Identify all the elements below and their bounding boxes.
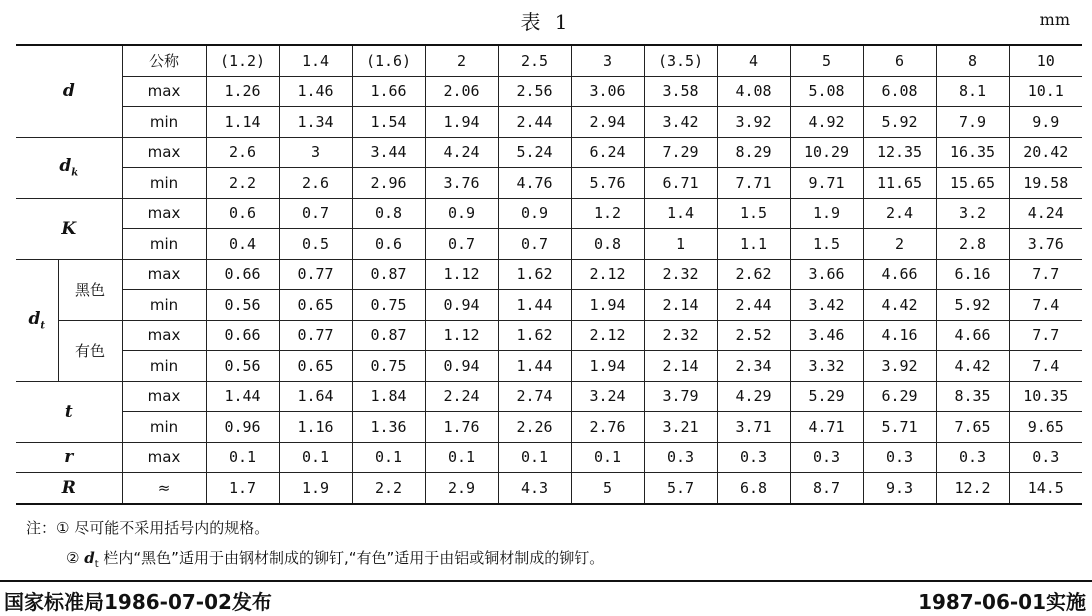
value-cell: 7.9 — [936, 107, 1009, 138]
value-cell: 0.56 — [206, 290, 279, 321]
value-cell: 0.7 — [279, 198, 352, 229]
note-1: 注：① 尽可能不采用括号内的规格。 — [26, 519, 270, 537]
symbol-t: t — [16, 381, 122, 442]
size-cell: 4 — [717, 45, 790, 76]
value-cell: 2.24 — [425, 381, 498, 412]
value-cell: 10.29 — [790, 137, 863, 168]
value-cell: 4.24 — [425, 137, 498, 168]
value-cell: 6.71 — [644, 168, 717, 199]
limit-label: min — [122, 168, 206, 199]
value-cell: 1 — [644, 229, 717, 260]
value-cell: 3.42 — [790, 290, 863, 321]
value-cell: 0.6 — [206, 198, 279, 229]
value-cell: 2.56 — [498, 76, 571, 107]
value-cell: 1.16 — [279, 412, 352, 443]
value-cell: 1.94 — [571, 290, 644, 321]
value-cell: 5 — [571, 473, 644, 504]
value-cell: 0.1 — [425, 442, 498, 473]
value-cell: 5.92 — [863, 107, 936, 138]
table-row — [16, 229, 1082, 260]
value-cell: 3.92 — [717, 107, 790, 138]
value-cell: 0.56 — [206, 351, 279, 382]
value-cell: 2.9 — [425, 473, 498, 504]
symbol-K: K — [16, 198, 122, 259]
value-cell: 9.9 — [1009, 107, 1082, 138]
value-cell: 0.94 — [425, 351, 498, 382]
value-cell: 4.16 — [863, 320, 936, 351]
value-cell: 1.54 — [352, 107, 425, 138]
value-cell: 0.87 — [352, 320, 425, 351]
nominal-label: 公称 — [122, 45, 206, 76]
symbol-dk: $d_k$ — [16, 137, 122, 198]
value-cell: 1.44 — [498, 351, 571, 382]
size-cell: 3 — [571, 45, 644, 76]
value-cell: 3.32 — [790, 351, 863, 382]
value-cell: 2.06 — [425, 76, 498, 107]
limit-label: min — [122, 412, 206, 443]
table-row — [16, 290, 1082, 321]
value-cell: 2.8 — [936, 229, 1009, 260]
table-row — [16, 412, 1082, 443]
size-cell: 5 — [790, 45, 863, 76]
size-cell: 10 — [1009, 45, 1082, 76]
material-label: 黑色 — [58, 259, 122, 320]
value-cell: 11.65 — [863, 168, 936, 199]
effective-date: 1987-06-01实施 — [918, 590, 1086, 614]
value-cell: 1.62 — [498, 259, 571, 290]
note-2 — [26, 543, 604, 573]
symbol-r: r — [16, 442, 122, 473]
table-row — [16, 137, 1082, 168]
value-cell: 0.96 — [206, 412, 279, 443]
value-cell: 3.44 — [352, 137, 425, 168]
value-cell: 8.35 — [936, 381, 1009, 412]
value-cell: 4.66 — [936, 320, 1009, 351]
limit-label: max — [122, 137, 206, 168]
limit-label: min — [122, 107, 206, 138]
value-cell: 4.76 — [498, 168, 571, 199]
value-cell: 5.24 — [498, 137, 571, 168]
value-cell: 4.29 — [717, 381, 790, 412]
value-cell: 0.3 — [790, 442, 863, 473]
limit-label: max — [122, 76, 206, 107]
value-cell: 7.7 — [1009, 259, 1082, 290]
value-cell: 2.32 — [644, 259, 717, 290]
table-row — [16, 320, 1082, 351]
issue-date: 国家标准局1986-07-02发布 — [4, 590, 272, 614]
value-cell: 5.08 — [790, 76, 863, 107]
symbol-R: R — [16, 473, 122, 504]
value-cell: 1.76 — [425, 412, 498, 443]
value-cell: 0.66 — [206, 320, 279, 351]
value-cell: 8.29 — [717, 137, 790, 168]
value-cell: 0.9 — [425, 198, 498, 229]
note-2-subscript: t — [94, 559, 99, 570]
value-cell: 7.71 — [717, 168, 790, 199]
value-cell: 3.46 — [790, 320, 863, 351]
value-cell: 1.5 — [790, 229, 863, 260]
value-cell: 0.3 — [936, 442, 1009, 473]
value-cell: 20.42 — [1009, 137, 1082, 168]
value-cell: 0.1 — [206, 442, 279, 473]
value-cell: 4.66 — [863, 259, 936, 290]
value-cell: 6.24 — [571, 137, 644, 168]
value-cell: 2.96 — [352, 168, 425, 199]
value-cell: 2.26 — [498, 412, 571, 443]
table-row — [16, 198, 1082, 229]
value-cell: 9.71 — [790, 168, 863, 199]
value-cell: 12.35 — [863, 137, 936, 168]
value-cell: 5.7 — [644, 473, 717, 504]
value-cell: 6.8 — [717, 473, 790, 504]
value-cell: 1.36 — [352, 412, 425, 443]
value-cell: 1.14 — [206, 107, 279, 138]
value-cell: 3.71 — [717, 412, 790, 443]
table-row — [16, 107, 1082, 138]
value-cell: 1.4 — [644, 198, 717, 229]
value-cell: 1.12 — [425, 259, 498, 290]
value-cell: 4.71 — [790, 412, 863, 443]
value-cell: 2.14 — [644, 290, 717, 321]
value-cell: 15.65 — [936, 168, 1009, 199]
value-cell: 2.52 — [717, 320, 790, 351]
value-cell: 5.71 — [863, 412, 936, 443]
value-cell: 2.74 — [498, 381, 571, 412]
value-cell: 4.08 — [717, 76, 790, 107]
limit-label: max — [122, 198, 206, 229]
value-cell: 2.34 — [717, 351, 790, 382]
value-cell: 0.94 — [425, 290, 498, 321]
value-cell: 0.8 — [352, 198, 425, 229]
value-cell: 4.24 — [1009, 198, 1082, 229]
value-cell: 19.58 — [1009, 168, 1082, 199]
size-cell: 8 — [936, 45, 1009, 76]
limit-label: min — [122, 290, 206, 321]
material-label: 有色 — [58, 320, 122, 381]
value-cell: 1.44 — [498, 290, 571, 321]
size-cell: 6 — [863, 45, 936, 76]
value-cell: 1.34 — [279, 107, 352, 138]
value-cell: 1.2 — [571, 198, 644, 229]
value-cell: 7.4 — [1009, 351, 1082, 382]
value-cell: 1.84 — [352, 381, 425, 412]
value-cell: 1.94 — [571, 351, 644, 382]
table-row — [16, 351, 1082, 382]
limit-label: min — [122, 351, 206, 382]
value-cell: 0.87 — [352, 259, 425, 290]
footer-rule — [0, 580, 1092, 582]
limit-label: ≈ — [122, 473, 206, 504]
value-cell: 5.92 — [936, 290, 1009, 321]
value-cell: 3.58 — [644, 76, 717, 107]
value-cell: 3.92 — [863, 351, 936, 382]
value-cell: 16.35 — [936, 137, 1009, 168]
value-cell: 2.6 — [279, 168, 352, 199]
value-cell: 10.1 — [1009, 76, 1082, 107]
value-cell: 0.1 — [352, 442, 425, 473]
value-cell: 2.2 — [206, 168, 279, 199]
value-cell: 0.3 — [863, 442, 936, 473]
value-cell: 2.44 — [717, 290, 790, 321]
value-cell: 0.77 — [279, 259, 352, 290]
value-cell: 8.7 — [790, 473, 863, 504]
value-cell: 12.2 — [936, 473, 1009, 504]
symbol-d: d — [16, 45, 122, 137]
note-2-text: 栏内“黑色”适用于由钢材制成的铆钉,“有色”适用于由铝或铜材制成的铆钉。 — [98, 549, 605, 567]
value-cell: 2.76 — [571, 412, 644, 443]
header-row — [16, 45, 1082, 76]
note-2-symbol: d — [84, 549, 95, 567]
value-cell: 1.7 — [206, 473, 279, 504]
value-cell: 1.5 — [717, 198, 790, 229]
value-cell: 0.3 — [717, 442, 790, 473]
size-cell: (3.5) — [644, 45, 717, 76]
value-cell: 0.8 — [571, 229, 644, 260]
value-cell: 0.7 — [498, 229, 571, 260]
rivet-dimension-table — [16, 44, 1082, 505]
value-cell: 2.12 — [571, 320, 644, 351]
value-cell: 2.32 — [644, 320, 717, 351]
value-cell: 0.77 — [279, 320, 352, 351]
value-cell: 1.9 — [790, 198, 863, 229]
value-cell: 14.5 — [1009, 473, 1082, 504]
value-cell: 6.08 — [863, 76, 936, 107]
table-row — [16, 168, 1082, 199]
unit-label: mm — [1039, 10, 1070, 29]
table-row — [16, 76, 1082, 107]
value-cell: 3.42 — [644, 107, 717, 138]
value-cell: 0.66 — [206, 259, 279, 290]
symbol-dt: $d_t$ — [16, 259, 58, 381]
value-cell: 1.62 — [498, 320, 571, 351]
table-row — [16, 381, 1082, 412]
value-cell: 3 — [279, 137, 352, 168]
value-cell: 0.75 — [352, 351, 425, 382]
limit-label: max — [122, 381, 206, 412]
value-cell: 2.4 — [863, 198, 936, 229]
value-cell: 7.7 — [1009, 320, 1082, 351]
value-cell: 1.64 — [279, 381, 352, 412]
value-cell: 1.66 — [352, 76, 425, 107]
limit-label: max — [122, 259, 206, 290]
value-cell: 3.76 — [1009, 229, 1082, 260]
notes — [26, 513, 604, 573]
table-row — [16, 442, 1082, 473]
limit-label: max — [122, 442, 206, 473]
value-cell: 10.35 — [1009, 381, 1082, 412]
value-cell: 8.1 — [936, 76, 1009, 107]
limit-label: max — [122, 320, 206, 351]
value-cell: 2.94 — [571, 107, 644, 138]
value-cell: 0.3 — [644, 442, 717, 473]
size-cell: (1.6) — [352, 45, 425, 76]
value-cell: 0.1 — [498, 442, 571, 473]
value-cell: 3.79 — [644, 381, 717, 412]
value-cell: 1.9 — [279, 473, 352, 504]
value-cell: 1.26 — [206, 76, 279, 107]
value-cell: 2.6 — [206, 137, 279, 168]
value-cell: 2.14 — [644, 351, 717, 382]
value-cell: 4.42 — [936, 351, 1009, 382]
value-cell: 5.76 — [571, 168, 644, 199]
value-cell: 2.12 — [571, 259, 644, 290]
value-cell: 1.1 — [717, 229, 790, 260]
value-cell: 0.6 — [352, 229, 425, 260]
limit-label: min — [122, 229, 206, 260]
value-cell: 3.2 — [936, 198, 1009, 229]
value-cell: 1.46 — [279, 76, 352, 107]
size-cell: 2 — [425, 45, 498, 76]
value-cell: 5.29 — [790, 381, 863, 412]
table-row — [16, 473, 1082, 504]
value-cell: 7.65 — [936, 412, 1009, 443]
size-cell: 2.5 — [498, 45, 571, 76]
table-title: 表 1 — [520, 10, 572, 34]
value-cell: 4.42 — [863, 290, 936, 321]
value-cell: 0.65 — [279, 351, 352, 382]
value-cell: 3.21 — [644, 412, 717, 443]
value-cell: 3.76 — [425, 168, 498, 199]
value-cell: 6.16 — [936, 259, 1009, 290]
value-cell: 0.3 — [1009, 442, 1082, 473]
value-cell: 4.92 — [790, 107, 863, 138]
value-cell: 9.3 — [863, 473, 936, 504]
value-cell: 0.65 — [279, 290, 352, 321]
value-cell: 2.2 — [352, 473, 425, 504]
value-cell: 0.1 — [571, 442, 644, 473]
value-cell: 3.66 — [790, 259, 863, 290]
value-cell: 1.12 — [425, 320, 498, 351]
value-cell: 3.06 — [571, 76, 644, 107]
value-cell: 2 — [863, 229, 936, 260]
value-cell: 0.7 — [425, 229, 498, 260]
value-cell: 4.3 — [498, 473, 571, 504]
value-cell: 2.62 — [717, 259, 790, 290]
value-cell: 0.1 — [279, 442, 352, 473]
value-cell: 7.4 — [1009, 290, 1082, 321]
value-cell: 0.9 — [498, 198, 571, 229]
value-cell: 9.65 — [1009, 412, 1082, 443]
note-2-prefix: ② — [66, 549, 85, 567]
value-cell: 0.75 — [352, 290, 425, 321]
value-cell: 1.44 — [206, 381, 279, 412]
value-cell: 2.44 — [498, 107, 571, 138]
value-cell: 7.29 — [644, 137, 717, 168]
size-cell: (1.2) — [206, 45, 279, 76]
table-row — [16, 259, 1082, 290]
value-cell: 1.94 — [425, 107, 498, 138]
size-cell: 1.4 — [279, 45, 352, 76]
value-cell: 0.5 — [279, 229, 352, 260]
value-cell: 6.29 — [863, 381, 936, 412]
value-cell: 0.4 — [206, 229, 279, 260]
value-cell: 3.24 — [571, 381, 644, 412]
